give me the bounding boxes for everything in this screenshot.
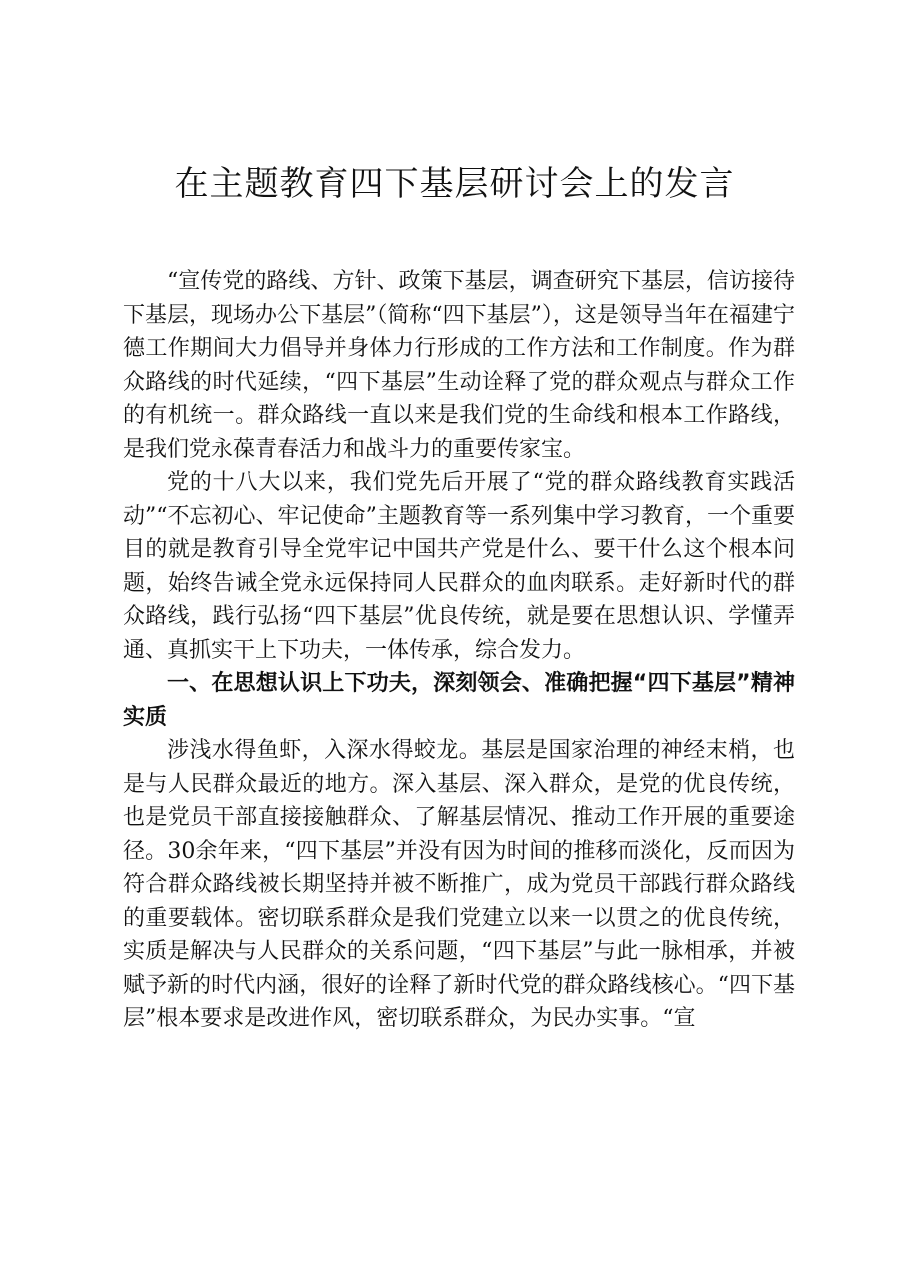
- section-heading-1: 一、在思想认识上下功夫，深刻领会、准确把握“四下基层”精神实质: [123, 671, 795, 730]
- paragraph-3: 涉浅水得鱼虾，入深水得蛟龙。基层是国家治理的神经末梢，也是与人民群众最近的地方。深入基层、深入群众，是党的优良传统，也是党员干部直接接触群众、了解基层情况、推动工作开展的重要途径。30余年来，“四下基层”并没有因为时间的推移而淡化，反而因为符合群众路线被长期坚持并被不断推广，成为党员干部践行群众路线的重要载体。密切联系群众是我们党建立以来一以贯之的优良传统，实质是解决与人民群众的关系问题，“四下基层”与此一脉相承，并被赋予新的时代内涵，很好的诠释了新时代党的群众路线核心。“四下基层”根本要求是改进作风，密切联系群众，为民办实事。“宣: [123, 738, 795, 1031]
- paragraph-1: “宣传党的路线、方针、政策下基层，调查研究下基层，信访接待下基层，现场办公下基层”（简称“四下基层”），这是领导当年在福建宁德工作期间大力倡导并身体力行形成的工作方法和工作制度。作为群众路线的时代延续，“四下基层”生动诠释了党的群众观点与群众工作的有机统一。群众路线一直以来是我们党的生命线和根本工作路线，是我们党永葆青春活力和战斗力的重要传家宝。: [123, 269, 795, 462]
- document-title: 在主题教育四下基层研讨会上的发言: [174, 164, 735, 204]
- paragraph-2: 党的十八大以来，我们党先后开展了“党的群众路线教育实践活动”“不忘初心、牢记使命”主题教育等一系列集中学习教育，一个重要目的就是教育引导全党牢记中国共产党是什么、要干什么这个根本问题，始终告诫全党永远保持同人民群众的血肉联系。走好新时代的群众路线，践行弘扬“四下基层”优良传统，就是要在思想认识、学懂弄通、真抓实干上下功夫，一体传承，综合发力。: [123, 470, 795, 663]
- document-body: [123, 265, 795, 1036]
